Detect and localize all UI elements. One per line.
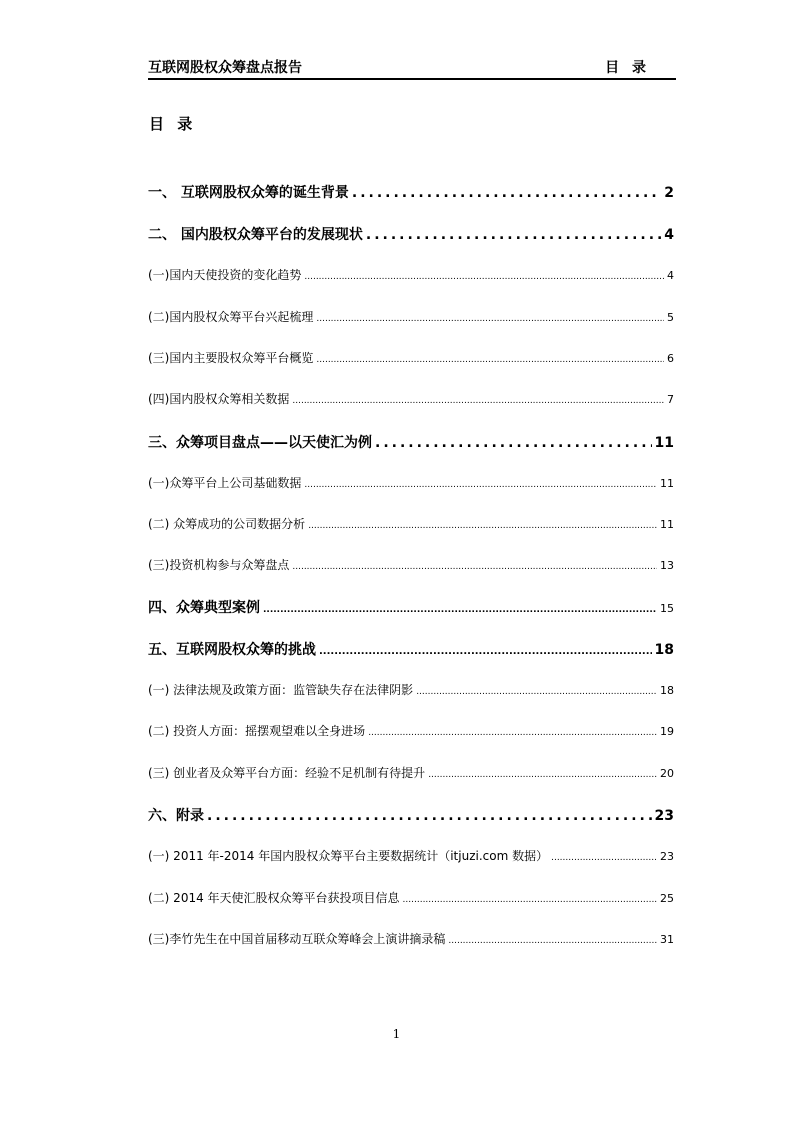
toc-entry-page: 7 bbox=[667, 393, 674, 406]
dot-leader bbox=[207, 808, 652, 824]
page-header bbox=[148, 56, 676, 80]
toc-entry-page: 18 bbox=[654, 642, 674, 658]
toc-entry-text: (三) 创业者及众筹平台方面：经验不足机制有待提升 bbox=[148, 766, 426, 780]
dot-leader bbox=[263, 605, 657, 615]
dot-leader bbox=[319, 646, 652, 657]
dot-leader bbox=[551, 853, 657, 863]
toc-entry-page: 31 bbox=[660, 933, 674, 946]
toc-entry-2-4[interactable] bbox=[148, 390, 674, 407]
toc-entry-3-1[interactable] bbox=[148, 474, 674, 491]
toc-entry-text: (二)国内股权众筹平台兴起梳理 bbox=[148, 310, 314, 324]
toc-entry-5[interactable] bbox=[148, 639, 674, 659]
toc-entry-1[interactable] bbox=[148, 182, 674, 202]
toc-entry-2[interactable] bbox=[148, 224, 674, 244]
dot-leader bbox=[292, 562, 657, 572]
toc-entry-3-3[interactable] bbox=[148, 556, 674, 573]
dot-leader bbox=[352, 185, 661, 201]
toc-entry-page: 11 bbox=[660, 477, 674, 490]
toc-entry-page: 2 bbox=[664, 185, 674, 201]
toc-entry-5-1[interactable] bbox=[148, 681, 674, 698]
toc-entry-text: (四)国内股权众筹相关数据 bbox=[148, 392, 290, 406]
toc-entry-text: (一) 2011 年-2014 年国内股权众筹平台主要数据统计（itjuzi.com 数据） bbox=[148, 849, 549, 863]
toc-entry-6-2[interactable] bbox=[148, 889, 674, 906]
toc-entry-page: 23 bbox=[654, 808, 674, 824]
toc-entry-text: 六、附录 bbox=[148, 808, 204, 824]
toc-entry-page: 23 bbox=[660, 850, 674, 863]
toc-entry-page: 5 bbox=[667, 311, 674, 324]
toc-entry-text: 二、 国内股权众筹平台的发展现状 bbox=[148, 227, 363, 243]
dot-leader bbox=[368, 728, 657, 738]
header-section: 目 录 bbox=[605, 60, 650, 76]
toc-entry-page: 19 bbox=[660, 725, 674, 738]
toc-entry-text: 五、互联网股权众筹的挑战 bbox=[148, 642, 316, 658]
toc-entry-text: (一) 法律法规及政策方面：监管缺失存在法律阴影 bbox=[148, 683, 414, 697]
toc-entry-text: (三)李竹先生在中国首届移动互联众筹峰会上演讲摘录稿 bbox=[148, 932, 446, 946]
header-title: 互联网股权众筹盘点报告 bbox=[148, 60, 302, 76]
toc-entry-text: (二) 众筹成功的公司数据分析 bbox=[148, 517, 306, 531]
toc-entry-5-3[interactable] bbox=[148, 764, 674, 781]
page-number: 1 bbox=[392, 1027, 401, 1041]
toc-entry-2-2[interactable] bbox=[148, 308, 674, 325]
toc-title: 目 录 bbox=[149, 115, 197, 133]
toc-entry-text: (一)国内天使投资的变化趋势 bbox=[148, 268, 302, 282]
dot-leader bbox=[366, 227, 661, 243]
toc-entry-3[interactable] bbox=[148, 432, 674, 452]
toc-entry-6[interactable] bbox=[148, 805, 674, 825]
toc-entry-6-3[interactable] bbox=[148, 930, 674, 947]
toc-entry-4[interactable] bbox=[148, 597, 674, 617]
toc-entry-page: 18 bbox=[660, 684, 674, 697]
toc-entry-text: (一)众筹平台上公司基础数据 bbox=[148, 476, 302, 490]
toc-entry-page: 6 bbox=[667, 352, 674, 365]
dot-leader bbox=[304, 272, 664, 282]
dot-leader bbox=[448, 936, 657, 946]
dot-leader bbox=[416, 687, 657, 697]
toc-entry-5-2[interactable] bbox=[148, 722, 674, 739]
dot-leader bbox=[375, 435, 652, 451]
toc-entry-text: 三、众筹项目盘点——以天使汇为例 bbox=[148, 435, 372, 451]
dot-leader bbox=[428, 770, 657, 780]
dot-leader bbox=[308, 521, 657, 531]
toc-entry-6-1[interactable] bbox=[148, 847, 674, 864]
toc-entry-page: 11 bbox=[660, 518, 674, 531]
dot-leader bbox=[316, 314, 664, 324]
toc-entry-text: (三)投资机构参与众筹盘点 bbox=[148, 558, 290, 572]
dot-leader bbox=[316, 355, 664, 365]
toc-entry-text: (三)国内主要股权众筹平台概览 bbox=[148, 351, 314, 365]
toc-entry-3-2[interactable] bbox=[148, 515, 674, 532]
toc-entry-page: 4 bbox=[667, 269, 674, 282]
toc-entry-text: 四、众筹典型案例 bbox=[148, 600, 260, 616]
toc-entry-page: 13 bbox=[660, 559, 674, 572]
toc-entry-text: (二) 2014 年天使汇股权众筹平台获投项目信息 bbox=[148, 891, 400, 905]
toc-entry-text: 一、 互联网股权众筹的诞生背景 bbox=[148, 185, 349, 201]
toc-entry-page: 11 bbox=[654, 435, 674, 451]
dot-leader bbox=[304, 480, 657, 490]
toc-entry-page: 25 bbox=[660, 892, 674, 905]
toc-entry-page: 4 bbox=[664, 227, 674, 243]
toc-entry-page: 20 bbox=[660, 767, 674, 780]
toc-entry-2-1[interactable] bbox=[148, 266, 674, 283]
toc-entry-text: (二) 投资人方面：摇摆观望难以全身进场 bbox=[148, 724, 366, 738]
toc-entry-page: 15 bbox=[660, 602, 674, 615]
toc-entry-2-3[interactable] bbox=[148, 349, 674, 366]
dot-leader bbox=[403, 895, 657, 905]
dot-leader bbox=[292, 396, 664, 406]
